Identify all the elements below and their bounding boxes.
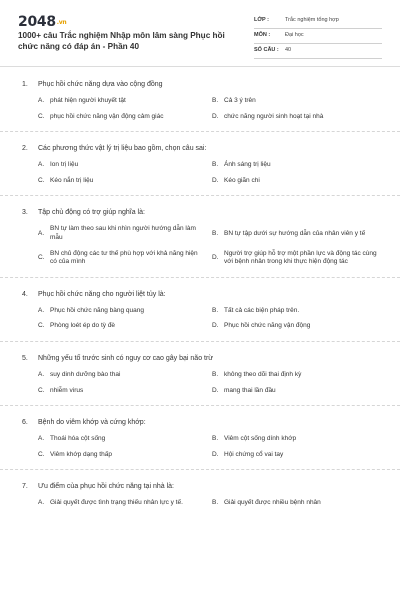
option-d[interactable]: [212, 387, 386, 396]
question-number: 5.: [22, 354, 28, 362]
option-c[interactable]: [38, 451, 212, 460]
option-d[interactable]: [212, 113, 386, 122]
option-b[interactable]: [212, 371, 386, 380]
option-letter: C.: [38, 322, 45, 330]
option-d[interactable]: [212, 177, 386, 186]
option-a[interactable]: [38, 307, 212, 316]
option-text: Phục hồi chức năng bàng quang: [50, 306, 144, 314]
question-item: [0, 196, 400, 277]
option-text: Phòng loét ép do tỳ đè: [50, 322, 116, 330]
page-header: [0, 0, 400, 64]
option-c[interactable]: [38, 177, 212, 186]
option-letter: D.: [212, 176, 219, 184]
question-number: 7.: [22, 483, 28, 491]
question-item: [0, 342, 400, 406]
option-letter: B.: [212, 97, 219, 104]
option-text: mang thai lần đầu: [224, 386, 276, 394]
question-item: [0, 406, 400, 470]
options-grid: [0, 161, 400, 185]
option-letter: B.: [212, 161, 219, 169]
option-a[interactable]: [38, 435, 212, 444]
option-text: Ion trị liệu: [50, 161, 79, 169]
options-grid: [0, 307, 400, 331]
options-grid: [0, 225, 400, 266]
option-letter: C.: [38, 450, 45, 458]
logo-text: 2048: [18, 14, 56, 30]
option-letter: A.: [38, 435, 45, 443]
option-b[interactable]: [212, 307, 386, 316]
option-letter: C.: [38, 386, 45, 394]
option-c[interactable]: [38, 113, 212, 122]
logo-suffix: .vn: [56, 18, 67, 26]
option-letter: B.: [212, 499, 219, 507]
option-text: nhiễm virus: [50, 386, 84, 394]
option-letter: C.: [38, 253, 45, 261]
option-b[interactable]: [212, 97, 386, 106]
option-text: Người trợ giúp hỗ trợ một phần lực và động tác cùng với bệnh nhân trong khi thực hiện động tác: [224, 249, 377, 266]
question-stem: Những yếu tố trước sinh có nguy cơ cao gây bại não trừ: [38, 354, 213, 362]
meta-row-count: [254, 44, 382, 59]
document-meta: [254, 14, 382, 59]
option-a[interactable]: [38, 97, 212, 106]
option-b[interactable]: [212, 435, 386, 444]
option-text: phát hiện người khuyết tật: [50, 97, 126, 104]
option-letter: A.: [38, 306, 45, 314]
option-text: Thoái hóa cột sống: [50, 435, 106, 443]
header-divider: [0, 66, 400, 67]
option-letter: B.: [212, 229, 219, 237]
option-letter: B.: [212, 435, 219, 443]
option-letter: A.: [38, 499, 45, 507]
option-letter: A.: [38, 97, 45, 104]
option-letter: C.: [38, 112, 45, 120]
option-text: BN tự làm theo sau khi nhìn người hướng dẫn làm mẫu: [50, 225, 196, 241]
option-text: BN chủ động các tư thế phù hợp với khả năng hiện có của mình: [50, 249, 198, 266]
meta-value: Trắc nghiệm tổng hợp: [285, 17, 339, 23]
option-a[interactable]: [38, 371, 212, 380]
option-letter: D.: [212, 253, 219, 261]
option-d[interactable]: [212, 250, 386, 267]
question-item: [0, 470, 400, 518]
option-letter: A.: [38, 229, 45, 237]
question-stem: Tập chủ động có trợ giúp nghĩa là:: [38, 209, 145, 217]
meta-label: SỐ CÂU :: [254, 47, 279, 53]
question-list: [0, 68, 400, 518]
question-number: 2.: [22, 145, 28, 153]
option-text: Kéo giãn chi: [224, 176, 260, 184]
question-stem: Ưu điểm của phục hồi chức năng tại nhà là:: [38, 483, 174, 491]
question-item: [0, 132, 400, 196]
option-text: Viêm khớp dạng thấp: [50, 450, 112, 458]
question-text: [0, 80, 400, 89]
site-logo[interactable]: [18, 14, 66, 30]
question-stem: Bệnh do viêm khớp và cứng khớp:: [38, 419, 146, 427]
option-text: Tất cả các biện pháp trên.: [224, 306, 300, 314]
meta-label: MÔN :: [254, 32, 271, 38]
question-text: [0, 418, 400, 427]
option-letter: D.: [212, 112, 219, 120]
option-b[interactable]: [212, 225, 386, 242]
question-stem: Các phương thức vật lý trị liệu bao gồm, chọn câu sai:: [38, 145, 207, 153]
question-text: [0, 144, 400, 153]
option-text: không theo dõi thai định kỳ: [224, 370, 302, 378]
options-grid: [0, 371, 400, 395]
option-letter: C.: [38, 176, 45, 184]
option-letter: D.: [212, 386, 219, 394]
option-text: Viêm cột sống dính khớp: [224, 435, 297, 443]
option-text: Hội chứng cổ vai tay: [224, 450, 284, 458]
option-letter: A.: [38, 370, 45, 378]
option-c[interactable]: [38, 250, 212, 267]
question-number: 4.: [22, 290, 28, 298]
option-letter: B.: [212, 370, 219, 378]
meta-value: 40: [285, 47, 292, 53]
option-letter: A.: [38, 161, 45, 169]
option-c[interactable]: [38, 387, 212, 396]
option-text: suy dinh dưỡng bào thai: [50, 370, 121, 378]
question-number: 1.: [22, 81, 28, 88]
meta-row-class: [254, 14, 382, 29]
question-text: [0, 354, 400, 363]
options-grid: [0, 499, 400, 508]
option-a[interactable]: [38, 499, 212, 508]
option-letter: D.: [212, 322, 219, 330]
question-stem: Phục hồi chức năng dựa vào cộng đồng: [38, 81, 163, 88]
option-text: Giải quyết được tình trạng thiếu nhân lực y tế.: [50, 499, 183, 507]
question-item: [0, 278, 400, 342]
option-text: BN tự tập dưới sự hướng dẫn của nhân viên y tế: [224, 229, 366, 237]
options-grid: [0, 97, 400, 121]
option-d[interactable]: [212, 451, 386, 460]
question-item: [0, 68, 400, 132]
option-text: Phục hồi chức năng vận động: [224, 322, 311, 330]
option-d[interactable]: [212, 322, 386, 331]
meta-value: Đại học: [285, 32, 304, 38]
meta-label: LỚP :: [254, 17, 269, 23]
option-text: Giải quyết được nhiều bệnh nhân: [224, 499, 321, 507]
option-letter: B.: [212, 306, 219, 314]
option-text: chức năng người sinh hoạt tại nhà: [224, 112, 324, 120]
option-a[interactable]: [38, 225, 212, 242]
document-title: 1000+ câu Trắc nghiệm Nhập môn lâm sàng Phục hồi chức năng có đáp án - Phần 40: [18, 31, 225, 51]
meta-row-subject: [254, 29, 382, 44]
option-text: Kéo nắn trị liệu: [50, 176, 94, 184]
option-a[interactable]: [38, 161, 212, 170]
option-letter: D.: [212, 450, 219, 458]
option-text: Cả 3 ý trên: [224, 97, 256, 104]
question-number: 3.: [22, 209, 28, 217]
question-text: [0, 208, 400, 217]
option-text: Ánh sáng trị liệu: [224, 161, 271, 169]
option-text: phục hồi chức năng vận động cảm giác: [50, 112, 164, 120]
option-b[interactable]: [212, 499, 386, 508]
question-text: [0, 290, 400, 299]
question-stem: Phục hồi chức năng cho người liệt tủy là:: [38, 290, 166, 298]
question-text: [0, 482, 400, 491]
option-c[interactable]: [38, 322, 212, 331]
options-grid: [0, 435, 400, 459]
option-b[interactable]: [212, 161, 386, 170]
question-number: 6.: [22, 419, 28, 427]
